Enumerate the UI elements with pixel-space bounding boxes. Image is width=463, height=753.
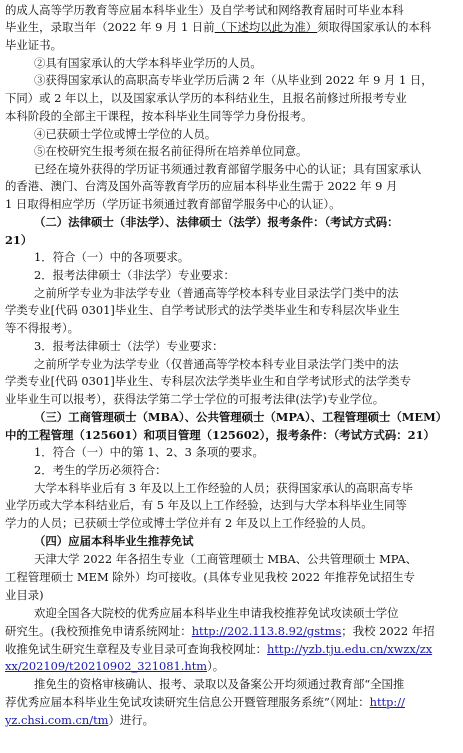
line-text: 本科阶段的全部主干课程，按本科毕业生同等学力身份报考。 (5, 109, 313, 123)
underlined-note: （下述均以此为准） (214, 20, 318, 34)
line-text: 21） (5, 233, 33, 247)
text-line (5, 391, 384, 407)
line-text: 收推免试生研究生章程及专业目录可查询我校网址： (5, 642, 267, 656)
line-text: ⑤在校研究生报考须在报名前征得所在培养单位同意。 (34, 144, 308, 158)
text-line (5, 196, 341, 212)
text-line (34, 462, 167, 478)
line-text: 荐优秀应届本科毕业生免试攻读研究生信息公开暨管理服务系统”（网址： (5, 695, 370, 709)
text-line (34, 214, 399, 230)
line-text: 推免生的资格审核确认、报考、录取以及备案公开均须通过教育部“全国推 (34, 677, 405, 691)
url-link[interactable]: http:// (369, 695, 405, 709)
line-text: 1．符合（一）中的各项要求。 (34, 250, 190, 264)
line-text: 中的工程管理（125601）和项目管理（125602），报考条件：（考试方式码：21） (5, 428, 435, 442)
text-line (5, 497, 407, 513)
line-text: 毕业证书。 (5, 38, 62, 52)
url-link[interactable]: yz.chsi.com.cn/tm (5, 713, 109, 727)
text-line (5, 320, 79, 336)
text-line (5, 569, 415, 585)
text-line (5, 587, 44, 603)
line-text: 2．报考法律硕士（非法学）专业要求： (34, 268, 235, 282)
text-line (5, 515, 373, 531)
line-text: ④已获硕士学位或博士学位的人员。 (34, 127, 217, 141)
line-text: 2．考生的学历必须符合： (34, 463, 167, 477)
line-text: 欢迎全国各大院校的优秀应届本科毕业生申请我校推荐免试攻读硕士学位 (34, 606, 399, 620)
text-line (34, 551, 417, 567)
line-text: （四）应届本科毕业生推荐免试 (34, 534, 194, 548)
text-line (5, 19, 431, 35)
line-text: 研究生。(我校预推免申请系统网址： (5, 624, 192, 638)
text-line (34, 676, 404, 692)
line-text: ③获得国家承认的高职高专毕业学历后满 2 年（从毕业到 2022 年 9 月 1 日， (34, 73, 433, 87)
text-line (5, 2, 404, 18)
line-text-tail: 须取得国家承认的本科 (317, 20, 432, 34)
url-link[interactable]: http://202.113.8.92/gstms (191, 624, 342, 638)
text-line (34, 143, 307, 159)
line-text: 1．符合（一）中的第 1、2、3 条项的要求。 (34, 445, 264, 459)
line-text: （三）工商管理硕士（MBA）、公共管理硕士（MPA）、工程管理硕士（MEM） (34, 410, 448, 424)
text-line (34, 605, 399, 621)
text-line (34, 356, 399, 372)
text-line (34, 55, 262, 71)
line-text-tail: ）。 (207, 659, 225, 673)
text-line (34, 72, 433, 88)
line-text: 学类专业[代码 0301]毕业生、自学考试形式的法学类毕业生和专科层次毕业生 (5, 303, 400, 317)
line-text-tail: ）进行。 (108, 713, 155, 727)
line-text: 的成人高等学历教育等应届本科毕业生）及自学考试和网络教育届时可毕业本科 (5, 3, 404, 17)
text-line (5, 178, 397, 194)
text-line (34, 533, 193, 549)
line-text: 学力的人员；已获硕士学位或博士学位并有 2 年及以上工作经验的人员。 (5, 516, 373, 530)
text-line (5, 694, 405, 710)
text-line (5, 232, 32, 248)
text-line (34, 267, 235, 283)
url-link[interactable]: http://yzb.tju.edu.cn/xwzx/zx (267, 642, 433, 656)
text-line (34, 161, 421, 177)
text-line (34, 338, 224, 354)
line-text: 工程管理硕士 MEM 除外）均可接收。(具体专业见我校 2022 年推荐免试招生专 (5, 570, 415, 584)
text-line (5, 658, 224, 674)
line-text: 业毕业生可以报考），获得法学第二学士学位的可报考法律(法学)专业学位。 (5, 392, 385, 406)
line-text: 业目录) (5, 588, 44, 602)
text-line (5, 427, 435, 443)
line-text: 天津大学 2022 年各招生专业（工商管理硕士 MBA、公共管理硕士 MPA、 (34, 552, 418, 566)
text-line (5, 108, 313, 124)
text-line (5, 302, 400, 318)
line-text: 之前所学专业为非法学专业（普通高等学校本科专业目录法学门类中的法 (34, 286, 399, 300)
text-line (34, 126, 216, 142)
url-link[interactable]: xx/202109/t20210902_321081.htm (5, 659, 208, 673)
line-text-tail: ；我校 2022 年招 (341, 624, 435, 638)
text-line (5, 712, 154, 728)
text-line (34, 409, 447, 425)
line-text: 学类专业[代码 0301]毕业生、专科层次法学类毕业生和自学考试形式的法学类专 (5, 374, 411, 388)
line-text: 的香港、澳门、台湾及国外高等教育学历的应届本科毕业生需于 2022 年 9 月 (5, 179, 398, 193)
line-text: 等不得报考）。 (5, 321, 80, 335)
line-text: ②具有国家承认的大学本科毕业学历的人员。 (34, 56, 262, 70)
text-line (34, 444, 264, 460)
text-line (34, 249, 189, 265)
text-line (34, 285, 399, 301)
text-line (5, 373, 411, 389)
line-text: 业学历或大学本科结业后，有 5 年及以上工作经验，达到与大学本科毕业生同等 (5, 498, 407, 512)
text-line (5, 623, 434, 639)
line-text: 已经在境外获得的学历证书须通过教育部留学服务中心的认证；具有国家承认 (34, 162, 422, 176)
text-line (5, 37, 62, 53)
line-text: 下同）或 2 年以上，以及国家承认学历的本科结业生，且报名前修过所报考专业 (5, 91, 407, 105)
line-text: 1 日取得相应学历（学历证书须通过教育部留学服务中心的认证）。 (5, 197, 341, 211)
text-line (5, 641, 432, 657)
line-text: 毕业生，录取当年（2022 年 9 月 1 日前 (5, 20, 215, 34)
text-line (34, 480, 413, 496)
text-line (5, 90, 407, 106)
line-text: 之前所学专业为法学专业（仅普通高等学校本科专业目录法学门类中的法 (34, 357, 399, 371)
line-text: （二）法律硕士（非法学）、法律硕士（法学）报考条件：（考试方式码： (34, 215, 399, 229)
line-text: 大学本科毕业后有 3 年及以上工作经验的人员；获得国家承认的高职高专毕 (34, 481, 413, 495)
line-text: 3．报考法律硕士（法学）专业要求： (34, 339, 224, 353)
